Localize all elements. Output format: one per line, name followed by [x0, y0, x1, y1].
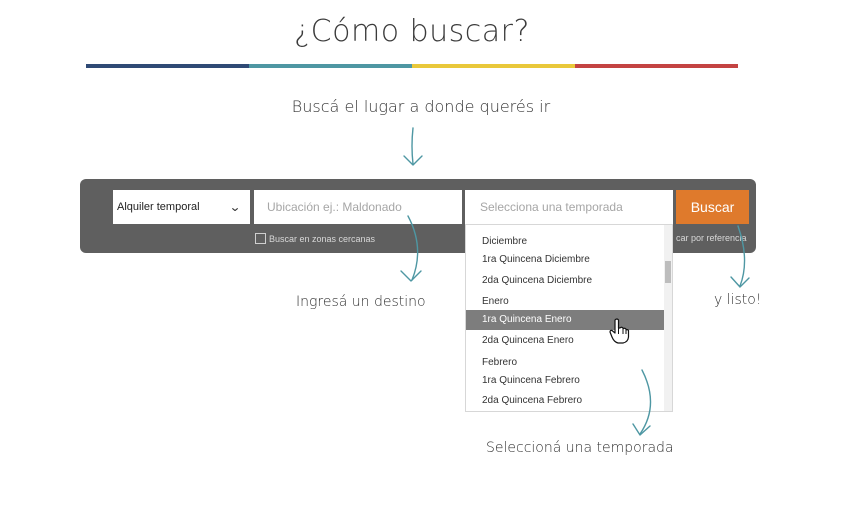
season-select[interactable]	[465, 190, 673, 224]
page-title: ¿Cómo buscar?	[294, 14, 530, 49]
color-divider	[86, 64, 738, 68]
step-season-text: Seleccioná una temporada	[486, 440, 674, 456]
dropdown-group-header: Diciembre	[482, 236, 528, 247]
season-placeholder: Selecciona una temporada	[480, 200, 623, 214]
color-segment-blue	[86, 64, 249, 68]
dropdown-option[interactable]: 1ra Quincena Febrero	[482, 375, 580, 386]
dropdown-option[interactable]: 2da Quincena Diciembre	[482, 275, 593, 286]
step-search-text: Buscá el lugar a donde querés ir	[291, 97, 551, 116]
dropdown-option[interactable]: 2da Quincena Febrero	[482, 395, 583, 406]
property-type-value: Alquiler temporal	[117, 201, 200, 213]
location-input[interactable]	[254, 190, 462, 224]
dropdown-option[interactable]: 2da Quincena Enero	[482, 335, 574, 346]
hand-pointer-icon	[608, 318, 630, 344]
dropdown-scrollbar-thumb[interactable]	[665, 261, 671, 283]
color-segment-yellow	[412, 64, 575, 68]
color-segment-red	[575, 64, 738, 68]
step-done-text: y listo!	[714, 292, 762, 308]
nearby-zones-toggle[interactable]	[255, 233, 375, 244]
color-segment-teal	[249, 64, 412, 68]
property-type-select[interactable]	[113, 190, 250, 224]
dropdown-group-header: Enero	[482, 296, 509, 307]
dropdown-group-header: Febrero	[482, 357, 518, 368]
dropdown-option-selected[interactable]: 1ra Quincena Enero	[466, 310, 666, 330]
season-dropdown	[465, 224, 673, 412]
search-button[interactable]: Buscar	[676, 190, 749, 224]
dropdown-scrollbar[interactable]	[664, 225, 672, 411]
nearby-label: Buscar en zonas cercanas	[269, 233, 376, 244]
arrow-down-icon	[404, 128, 422, 165]
dropdown-option[interactable]: 1ra Quincena Diciembre	[482, 254, 590, 265]
step-destination-text: Ingresá un destino	[296, 294, 426, 310]
search-by-reference-link[interactable]: car por referencia	[676, 233, 747, 243]
chevron-down-icon: ⌄	[228, 200, 242, 214]
nearby-checkbox[interactable]	[255, 233, 266, 244]
